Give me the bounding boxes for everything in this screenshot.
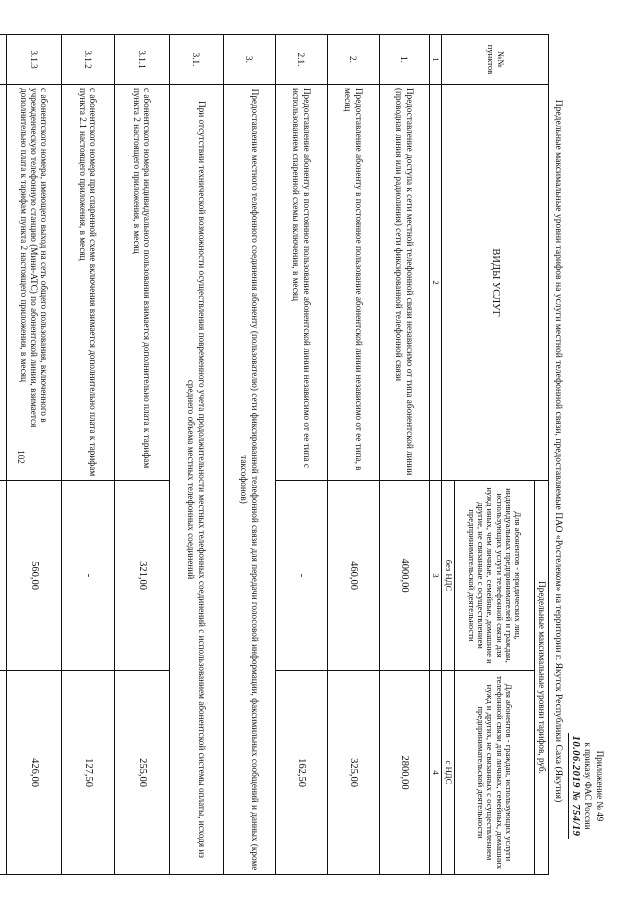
appendix-header (569, 701, 605, 871)
row-citizen-price: 127,50 (61, 671, 114, 875)
header-num: №№ пунктов (442, 35, 549, 85)
appendix-label: Приложение № 49 (595, 750, 605, 822)
order-date: 10.06.2019 № 754/19 (568, 733, 581, 840)
table-row (327, 35, 379, 875)
row-num: 3.1.2 (61, 35, 114, 85)
header-citizens: Для абонентов - граждан, использующих услуги телефонной связи для личных, семейных, домашних нужд и других, не связанных с осуществлением предпринимательской деятельности (455, 671, 535, 875)
row-legal-price: 460,00 (327, 481, 379, 671)
table-row (61, 35, 114, 875)
order-reference: к приказу ФАС России (583, 742, 593, 830)
row-citizen-price: 325,00 (327, 671, 379, 875)
row-citizen-price: 426,00 (6, 671, 61, 875)
row-legal-price: - (275, 481, 327, 671)
row-service: с абонентского номера при спаренной схеме включения взимается дополнительно плата к тарифам пункта 2.1 настоящего приложения, в месяц (61, 85, 114, 481)
row-num: 1. (379, 35, 429, 85)
header-services: ВИДЫ УСЛУГ (442, 85, 549, 481)
row-citizen-price: 255,00 (114, 671, 169, 875)
header-with-vat: с НДС (442, 671, 455, 875)
row-legal-price (0, 481, 6, 671)
col-index-4: 4 (429, 671, 442, 875)
row-service: с абонентского номера индивидуального пользования взимается дополнительно плата к тарифам пункта 2 настоящего приложения, в месяц (114, 85, 169, 481)
table-row (114, 35, 169, 875)
row-legal-price: 4000,00 (379, 481, 429, 671)
row-service (0, 85, 6, 481)
col-index-2: 2 (429, 85, 442, 481)
row-num: 3.1.3 (6, 35, 61, 85)
row-num: 3. (223, 35, 275, 85)
row-num: 2.1. (275, 35, 327, 85)
row-service: с абонентского номера, имеющего выход на сеть общего пользования, включенного в учрежденческую телефонную станцию (Мини-АТС) по абонентской линии, взимается дополнительно плата к тарифам пункта 2 настоящего приложения, в месяц (6, 85, 61, 481)
row-num: 3.1.1 (114, 35, 169, 85)
row-num: 2. (327, 35, 379, 85)
row-legal-price: - (61, 481, 114, 671)
tariff-table (0, 34, 549, 875)
col-index-3: 3 (429, 481, 442, 671)
row-service: Предоставление абоненту в постоянное пользование абонентской линии независимо от ее типа с использованием спаренной схемы включения, в месяц (275, 85, 327, 481)
table-row (6, 35, 61, 875)
table-row (169, 35, 223, 875)
row-num (0, 35, 6, 85)
page-number: 102 (15, 450, 26, 464)
row-citizen-price: 162,50 (275, 671, 327, 875)
row-service: Предоставление абоненту в постоянное пользование абонентской линии независимо от ее типа, в месяц (327, 85, 379, 481)
row-section-service: Предоставление местного телефонного соединения абоненту (пользователю) сети фиксированной телефонной связи для передачи голосовой информации, факсимильных сообщений и данных (кроме таксофонов) (223, 85, 275, 875)
row-legal-price: 321,00 (114, 481, 169, 671)
row-section-service: При отсутствии технической возможности осуществления повременного учета продолжительности местных телефонных соединений с использованием абонентской системы оплаты, исходя из среднего объема местных телефонных соединений (169, 85, 223, 875)
row-num: 3.1. (169, 35, 223, 85)
header-legal: Для абонентов - юридических лиц, индивидуальных предпринимателей и граждан, использующих услуги телефонной связи для нужд иных, чем личные, семейные, домашние и другие, не связанные с осуществлением предпринимательской деятельности (455, 481, 535, 671)
document-title: Предельные максимальные уровни тарифов на услуги местной телефонной связи, предоставляемые ПАО «Ростелеком» на территории г. Якутск Республики Саха (Якутия) (553, 99, 564, 803)
header-no-vat: без НДС (442, 481, 455, 671)
table-row (223, 35, 275, 875)
table-row (379, 35, 429, 875)
col-index-1: 1 (429, 35, 442, 85)
header-tariff: Предельные максимальные уровни тарифов, руб. (535, 481, 549, 875)
row-citizen-price (0, 671, 6, 875)
row-citizen-price: 2800,00 (379, 671, 429, 875)
table-row (275, 35, 327, 875)
row-legal-price: 560,00 (6, 481, 61, 671)
row-service: Предоставление доступа к сети местной телефонной связи независимо от типа абонентской линии (проводная линия или радиолиния) сети фиксированной телефонной связи (379, 85, 429, 481)
table-row (0, 35, 6, 875)
